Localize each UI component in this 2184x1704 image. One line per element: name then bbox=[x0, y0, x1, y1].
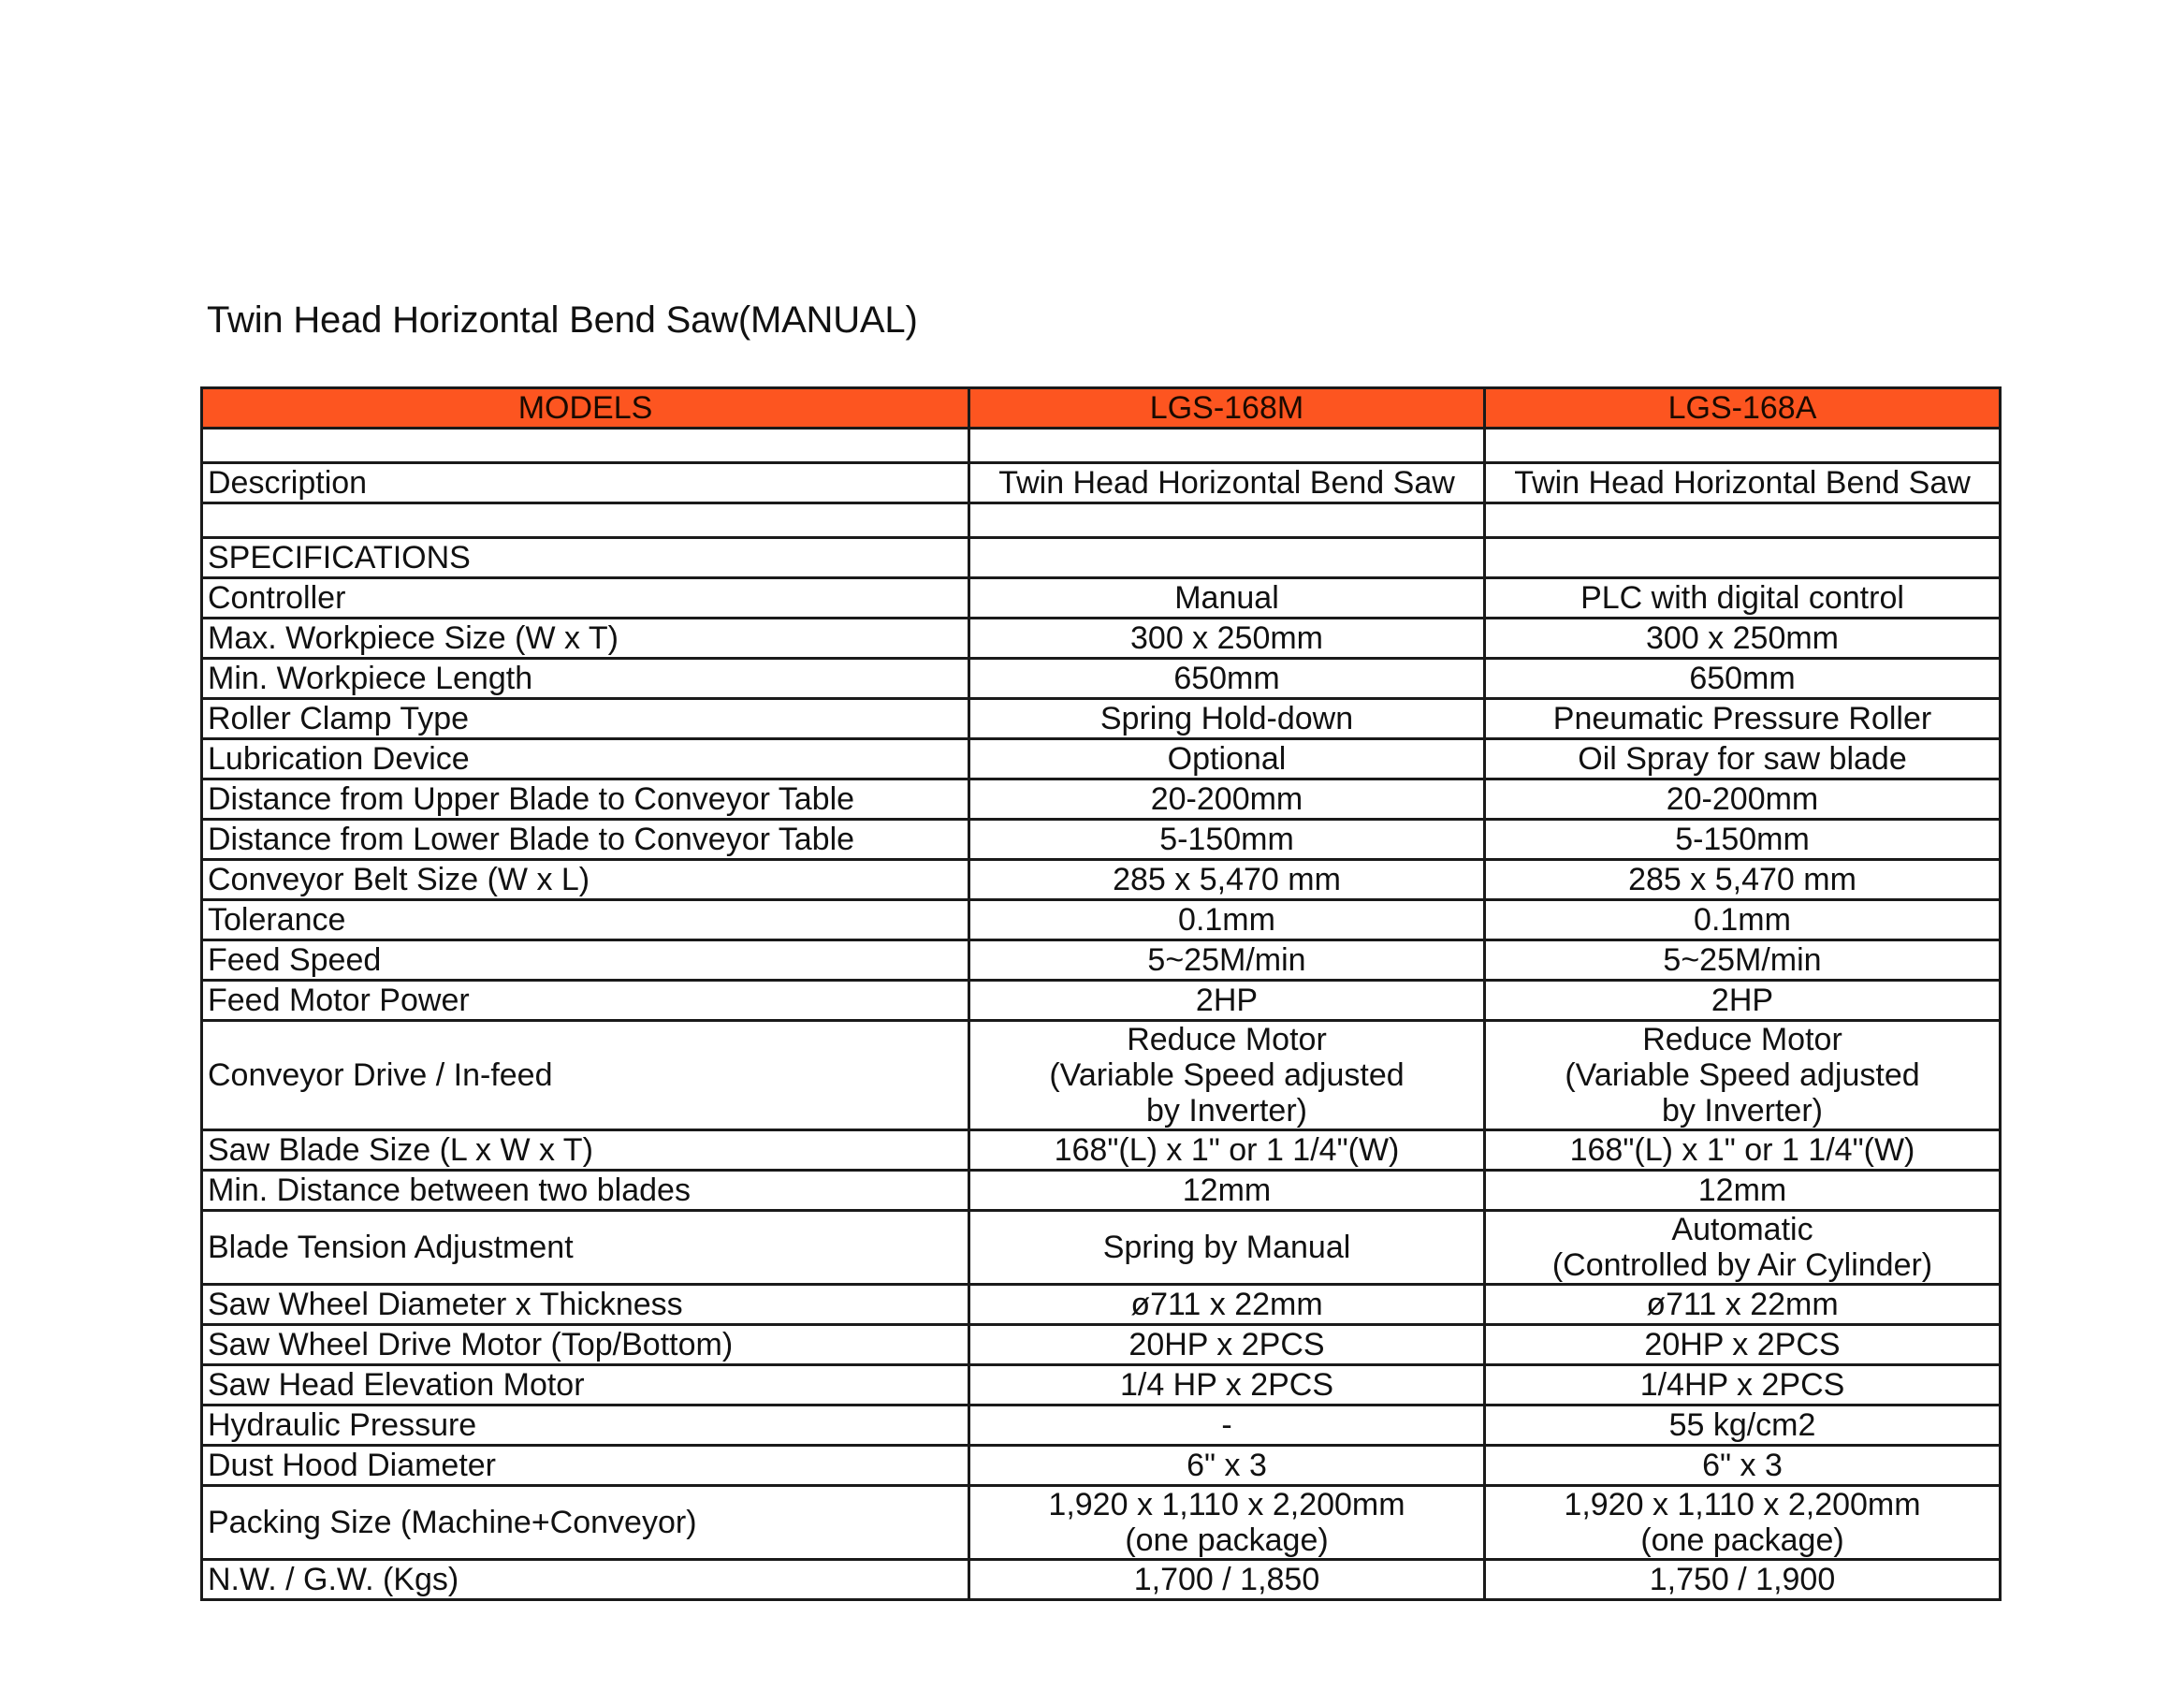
spec-value-lgs-168a: 168"(L) x 1" or 1 1/4"(W) bbox=[1485, 1130, 2001, 1171]
spec-value-lgs-168a: Automatic (Controlled by Air Cylinder) bbox=[1485, 1211, 2001, 1285]
table-row bbox=[202, 900, 2001, 940]
spec-value-lgs-168m: 2HP bbox=[969, 981, 1485, 1021]
spec-label: Saw Wheel Drive Motor (Top/Bottom) bbox=[202, 1325, 969, 1365]
spec-value-lgs-168m: 300 x 250mm bbox=[969, 619, 1485, 659]
page-title: Twin Head Horizontal Bend Saw(MANUAL) bbox=[207, 299, 918, 341]
table-row bbox=[202, 503, 2001, 538]
spec-label bbox=[202, 429, 969, 463]
table-row bbox=[202, 1171, 2001, 1211]
spec-label: Dust Hood Diameter bbox=[202, 1446, 969, 1486]
table-row bbox=[202, 699, 2001, 739]
spec-value-lgs-168m bbox=[969, 429, 1485, 463]
table-row bbox=[202, 1560, 2001, 1600]
spec-value-lgs-168a: 2HP bbox=[1485, 981, 2001, 1021]
spec-value-lgs-168a: 1,920 x 1,110 x 2,200mm (one package) bbox=[1485, 1486, 2001, 1560]
spec-value-lgs-168m: Spring Hold-down bbox=[969, 699, 1485, 739]
spec-label: Saw Wheel Diameter x Thickness bbox=[202, 1285, 969, 1325]
spec-value-lgs-168m: 12mm bbox=[969, 1171, 1485, 1211]
spec-value-lgs-168m: - bbox=[969, 1405, 1485, 1446]
spec-value-lgs-168m: ø711 x 22mm bbox=[969, 1285, 1485, 1325]
spec-value-lgs-168m: 285 x 5,470 mm bbox=[969, 860, 1485, 900]
spec-value-lgs-168m: 1,920 x 1,110 x 2,200mm (one package) bbox=[969, 1486, 1485, 1560]
spec-label bbox=[202, 503, 969, 538]
spec-value-lgs-168m: 650mm bbox=[969, 659, 1485, 699]
spec-value-lgs-168m: Optional bbox=[969, 739, 1485, 779]
spec-value-lgs-168a: 300 x 250mm bbox=[1485, 619, 2001, 659]
spec-label: Saw Blade Size (L x W x T) bbox=[202, 1130, 969, 1171]
spec-value-lgs-168m: Twin Head Horizontal Bend Saw bbox=[969, 463, 1485, 503]
spec-value-lgs-168a: 20HP x 2PCS bbox=[1485, 1325, 2001, 1365]
spec-table bbox=[200, 386, 2002, 1601]
spec-label: Feed Speed bbox=[202, 940, 969, 981]
spec-label: Controller bbox=[202, 578, 969, 619]
spec-value-lgs-168a: ø711 x 22mm bbox=[1485, 1285, 2001, 1325]
spec-value-lgs-168a: 5-150mm bbox=[1485, 820, 2001, 860]
spec-value-lgs-168m: 168"(L) x 1" or 1 1/4"(W) bbox=[969, 1130, 1485, 1171]
spec-label: Lubrication Device bbox=[202, 739, 969, 779]
table-row bbox=[202, 1021, 2001, 1130]
table-row bbox=[202, 619, 2001, 659]
spec-label: SPECIFICATIONS bbox=[202, 538, 969, 578]
table-header-row bbox=[202, 388, 2001, 429]
spec-value-lgs-168m: 20-200mm bbox=[969, 779, 1485, 820]
table-row bbox=[202, 940, 2001, 981]
spec-value-lgs-168a: 55 kg/cm2 bbox=[1485, 1405, 2001, 1446]
spec-value-lgs-168m bbox=[969, 538, 1485, 578]
spec-value-lgs-168m: 5~25M/min bbox=[969, 940, 1485, 981]
spec-value-lgs-168a: PLC with digital control bbox=[1485, 578, 2001, 619]
spec-value-lgs-168a: Reduce Motor (Variable Speed adjusted by Inverter) bbox=[1485, 1021, 2001, 1130]
spec-label: Min. Workpiece Length bbox=[202, 659, 969, 699]
table-row bbox=[202, 981, 2001, 1021]
spec-value-lgs-168a: 5~25M/min bbox=[1485, 940, 2001, 981]
table-row bbox=[202, 1446, 2001, 1486]
spec-label: Hydraulic Pressure bbox=[202, 1405, 969, 1446]
spec-value-lgs-168a: 6" x 3 bbox=[1485, 1446, 2001, 1486]
table-row bbox=[202, 538, 2001, 578]
spec-value-lgs-168a: 650mm bbox=[1485, 659, 2001, 699]
spec-value-lgs-168m: 5-150mm bbox=[969, 820, 1485, 860]
table-row bbox=[202, 463, 2001, 503]
spec-value-lgs-168m: Reduce Motor (Variable Speed adjusted by Inverter) bbox=[969, 1021, 1485, 1130]
spec-value-lgs-168m bbox=[969, 503, 1485, 538]
header-model-lgs-168m: LGS-168M bbox=[969, 388, 1485, 429]
spec-value-lgs-168m: 1/4 HP x 2PCS bbox=[969, 1365, 1485, 1405]
spec-label: Conveyor Belt Size (W x L) bbox=[202, 860, 969, 900]
table-row bbox=[202, 1130, 2001, 1171]
spec-value-lgs-168a: 1,750 / 1,900 bbox=[1485, 1560, 2001, 1600]
table-row bbox=[202, 1405, 2001, 1446]
header-model-lgs-168a: LGS-168A bbox=[1485, 388, 2001, 429]
table-row bbox=[202, 1486, 2001, 1560]
spec-value-lgs-168m: 6" x 3 bbox=[969, 1446, 1485, 1486]
table-row bbox=[202, 1285, 2001, 1325]
spec-value-lgs-168a: Pneumatic Pressure Roller bbox=[1485, 699, 2001, 739]
spec-label: Min. Distance between two blades bbox=[202, 1171, 969, 1211]
table-row bbox=[202, 820, 2001, 860]
spec-label: N.W. / G.W. (Kgs) bbox=[202, 1560, 969, 1600]
spec-value-lgs-168a bbox=[1485, 503, 2001, 538]
spec-label: Conveyor Drive / In-feed bbox=[202, 1021, 969, 1130]
table-row bbox=[202, 1325, 2001, 1365]
spec-value-lgs-168a: 0.1mm bbox=[1485, 900, 2001, 940]
spec-label: Saw Head Elevation Motor bbox=[202, 1365, 969, 1405]
spec-label: Packing Size (Machine+Conveyor) bbox=[202, 1486, 969, 1560]
spec-label: Distance from Upper Blade to Conveyor Table bbox=[202, 779, 969, 820]
spec-label: Roller Clamp Type bbox=[202, 699, 969, 739]
spec-value-lgs-168a: 20-200mm bbox=[1485, 779, 2001, 820]
spec-value-lgs-168m: 0.1mm bbox=[969, 900, 1485, 940]
spec-value-lgs-168m: 1,700 / 1,850 bbox=[969, 1560, 1485, 1600]
spec-value-lgs-168a: 1/4HP x 2PCS bbox=[1485, 1365, 2001, 1405]
table-row bbox=[202, 739, 2001, 779]
spec-label: Tolerance bbox=[202, 900, 969, 940]
spec-value-lgs-168a: Oil Spray for saw blade bbox=[1485, 739, 2001, 779]
spec-label: Description bbox=[202, 463, 969, 503]
table-row bbox=[202, 578, 2001, 619]
spec-value-lgs-168a: 285 x 5,470 mm bbox=[1485, 860, 2001, 900]
spec-label: Feed Motor Power bbox=[202, 981, 969, 1021]
spec-value-lgs-168a bbox=[1485, 538, 2001, 578]
table-row bbox=[202, 1365, 2001, 1405]
spec-value-lgs-168a bbox=[1485, 429, 2001, 463]
table-row bbox=[202, 779, 2001, 820]
table-row bbox=[202, 860, 2001, 900]
spec-value-lgs-168m: 20HP x 2PCS bbox=[969, 1325, 1485, 1365]
spec-value-lgs-168m: Manual bbox=[969, 578, 1485, 619]
spec-label: Distance from Lower Blade to Conveyor Table bbox=[202, 820, 969, 860]
table-row bbox=[202, 659, 2001, 699]
spec-value-lgs-168a: 12mm bbox=[1485, 1171, 2001, 1211]
spec-value-lgs-168m: Spring by Manual bbox=[969, 1211, 1485, 1285]
header-models: MODELS bbox=[202, 388, 969, 429]
spec-label: Max. Workpiece Size (W x T) bbox=[202, 619, 969, 659]
table-row bbox=[202, 429, 2001, 463]
spec-label: Blade Tension Adjustment bbox=[202, 1211, 969, 1285]
spec-value-lgs-168a: Twin Head Horizontal Bend Saw bbox=[1485, 463, 2001, 503]
table-row bbox=[202, 1211, 2001, 1285]
